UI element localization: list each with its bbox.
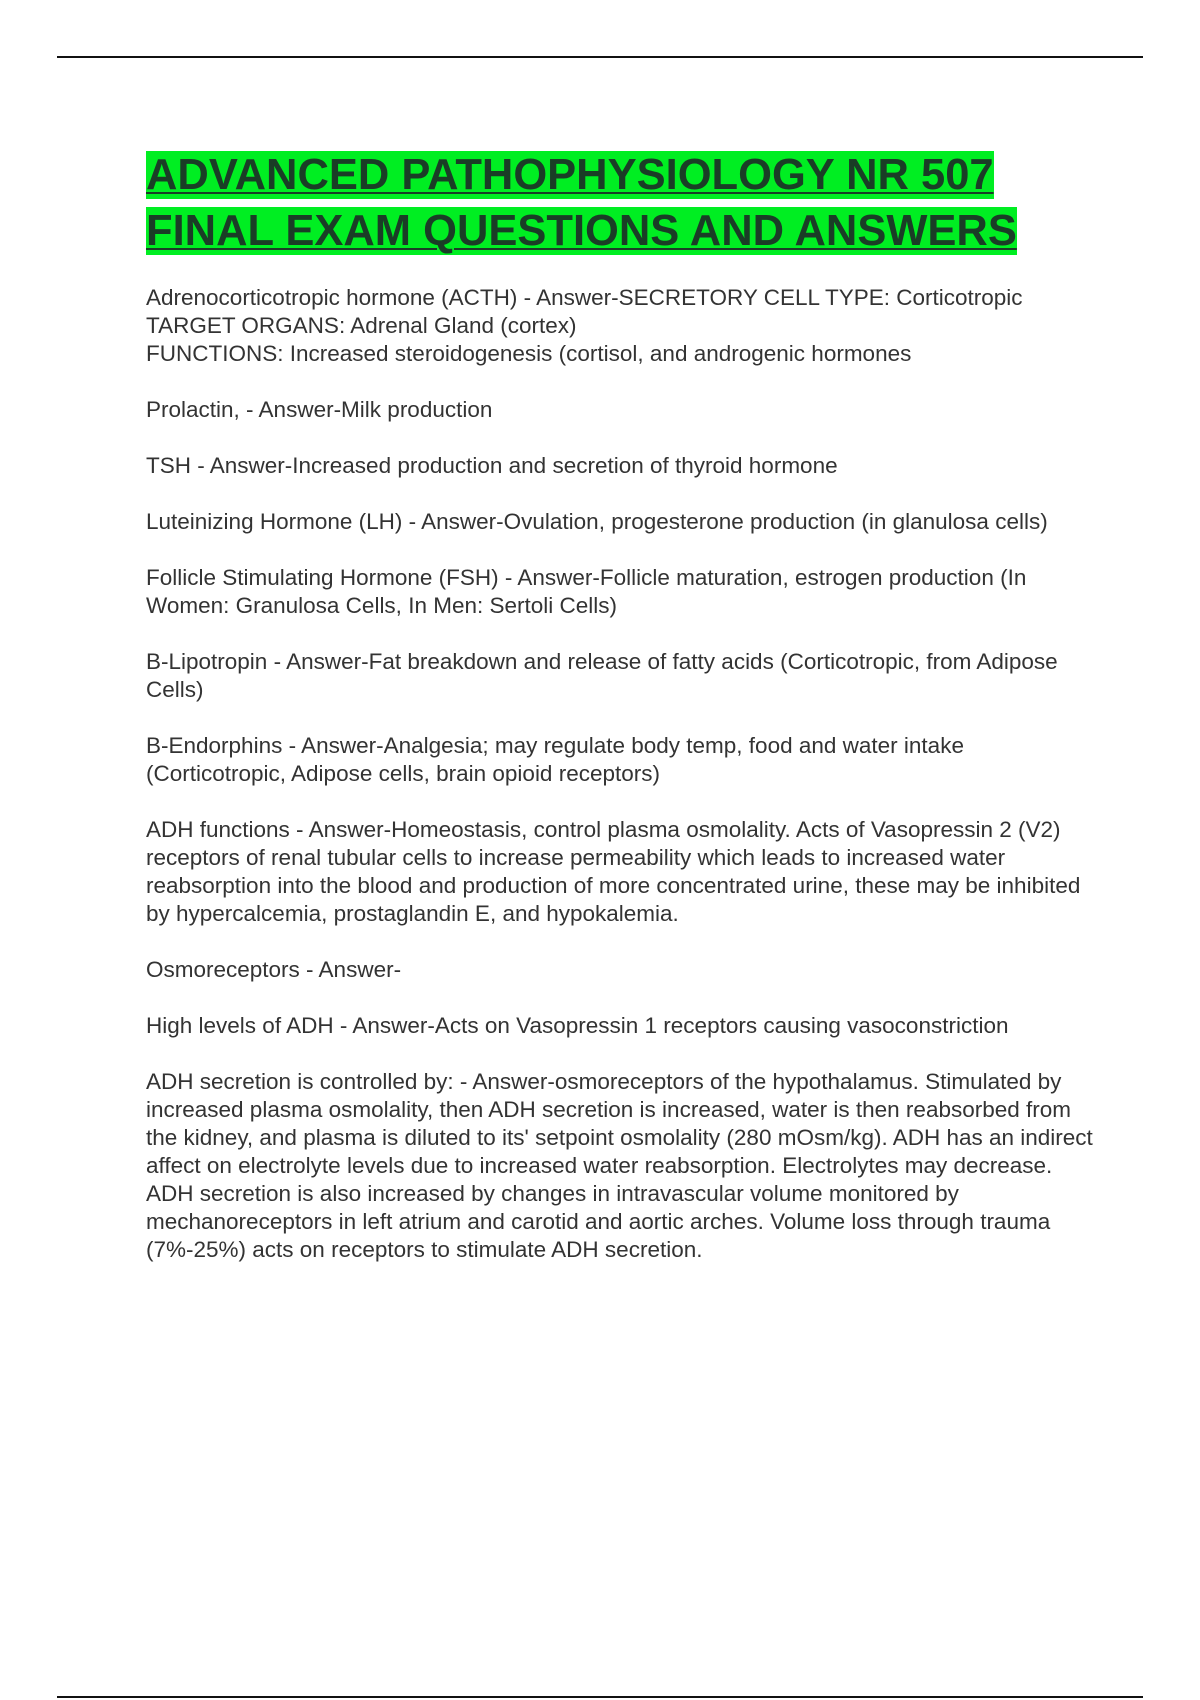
qa-entry (146, 564, 1096, 620)
qa-entry-line: B-Endorphins - Answer-Analgesia; may regulate body temp, food and water intake (Corticotropic, Adipose cells, brain opioid receptors) (146, 733, 964, 786)
footer-rule (57, 1696, 1143, 1698)
qa-entry (146, 452, 1096, 480)
qa-entry (146, 284, 1096, 368)
qa-entry (146, 508, 1096, 536)
qa-entry-line: Luteinizing Hormone (LH) - Answer-Ovulation, progesterone production (in glanulosa cells) (146, 509, 1048, 534)
qa-entry (146, 956, 1096, 984)
qa-entry (146, 816, 1096, 928)
qa-entry (146, 1012, 1096, 1040)
document-title-text: ADVANCED PATHOPHYSIOLOGY NR 507 FINAL EXAM QUESTIONS AND ANSWERS (146, 151, 1017, 255)
qa-entry-line: ADH secretion is controlled by: - Answer-osmoreceptors of the hypothalamus. Stimulated by increased plasma osmolality, then ADH secretion is increased, water is then reabsorbed from the kidney, and plasma is diluted to its' setpoint osmolality (280 mOsm/kg). ADH has an indirect affect on electrolyte levels due to increased water reabsorption. Electrolytes may decrease. (146, 1069, 1093, 1178)
qa-entry-line: B-Lipotropin - Answer-Fat breakdown and release of fatty acids (Corticotropic, from Adipose Cells) (146, 649, 1058, 702)
header-rule (57, 56, 1143, 58)
qa-entry-line: Prolactin, - Answer-Milk production (146, 397, 493, 422)
qa-entry (146, 732, 1096, 788)
qa-entry-line: TSH - Answer-Increased production and secretion of thyroid hormone (146, 453, 838, 478)
qa-entry-line: High levels of ADH - Answer-Acts on Vasopressin 1 receptors causing vasoconstriction (146, 1013, 1009, 1038)
qa-entry-line: Follicle Stimulating Hormone (FSH) - Answer-Follicle maturation, estrogen production (In Women: Granulosa Cells, In Men: Sertoli Cells) (146, 565, 1027, 618)
document-title (146, 147, 1096, 259)
document-body (146, 147, 1096, 1292)
qa-entry-line: FUNCTIONS: Increased steroidogenesis (cortisol, and androgenic hormones (146, 341, 912, 366)
qa-entry-line: Adrenocorticotropic hormone (ACTH) - Answer-SECRETORY CELL TYPE: Corticotropic (146, 285, 1023, 310)
qa-entry-line: ADH functions - Answer-Homeostasis, control plasma osmolality. Acts of Vasopressin 2 (V2) receptors of renal tubular cells to increase permeability which leads to increased water reabsorption into the blood and production of more concentrated urine, these may be inhibited by hypercalcemia, prostaglandin E, and hypokalemia. (146, 817, 1081, 926)
qa-entry-line: Osmoreceptors - Answer- (146, 957, 402, 982)
qa-entry (146, 1068, 1096, 1264)
qa-entry-line: ADH secretion is also increased by changes in intravascular volume monitored by mechanoreceptors in left atrium and carotid and aortic arches. Volume loss through trauma (7%-25%) acts on receptors to stimulate ADH secretion. (146, 1181, 1051, 1262)
qa-entry (146, 648, 1096, 704)
qa-entry-line: TARGET ORGANS: Adrenal Gland (cortex) (146, 313, 577, 338)
qa-list (146, 284, 1096, 1264)
qa-entry (146, 396, 1096, 424)
